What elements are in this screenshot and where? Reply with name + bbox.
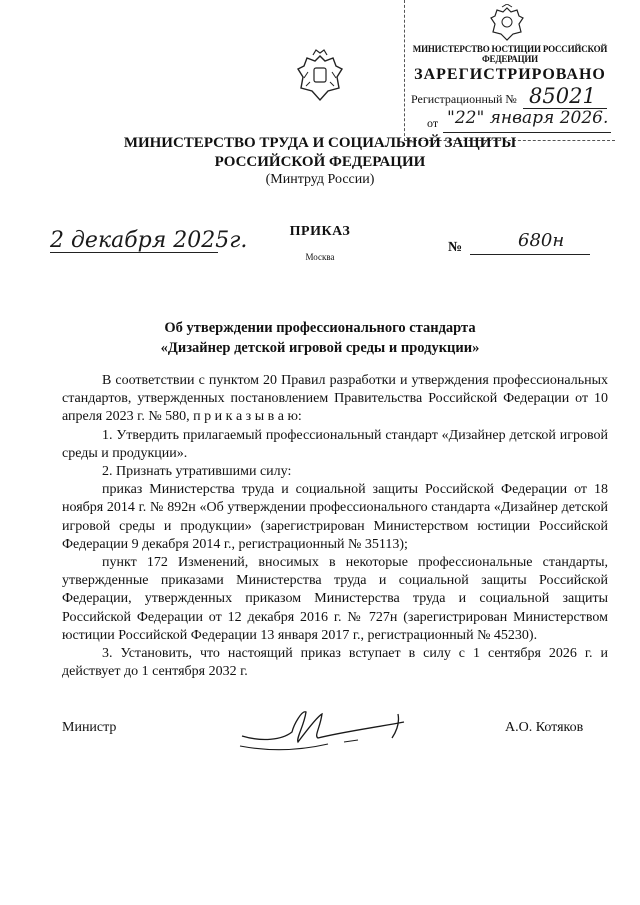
signatory-position: Министр: [62, 720, 117, 735]
handwritten-signature: [232, 702, 412, 758]
document-body: [62, 372, 608, 681]
ministry-title: [60, 134, 580, 172]
document-type: ПРИКАЗ: [289, 224, 351, 239]
stamp-registered-label: ЗАРЕГИСТРИРОВАНО: [414, 66, 606, 83]
ministry-title-line1: МИНИСТЕРСТВО ТРУДА И СОЦИАЛЬНОЙ ЗАЩИТЫ: [123, 135, 517, 151]
paragraph-item-2-a: приказ Министерства труда и социальной защиты Российской Федерации от 18 ноября 2014 г. № 892н «Об утверждении профессионального стандарта «Дизайнер детской игровой среды и продукции» (зарегистрирован Министерством юстиции Российской Федерации 9 декабря 2014 г., регистрационный № 35113);: [62, 482, 608, 552]
city: Москва: [305, 252, 335, 262]
stamp-date-underline: [443, 132, 611, 133]
stamp-regnum-label: Регистрационный №: [411, 92, 517, 106]
stamp-ministry-name: МИНИСТЕРСТВО ЮСТИЦИИ РОССИЙСКОЙ ФЕДЕРАЦИИ: [412, 44, 608, 64]
paragraph-preamble: В соответствии с пунктом 20 Правил разработки и утверждения профессиональных стандартов, утвержденных постановлением Правительства Российской Федерации от 10 апреля 2023 г. № 580, п р и к а з ы в а ю:: [62, 373, 608, 425]
number-underline: [470, 254, 590, 255]
ministry-title-line2: РОССИЙСКОЙ ФЕДЕРАЦИИ: [214, 154, 426, 170]
paragraph-item-1: 1. Утвердить прилагаемый профессиональный стандарт «Дизайнер детской игровой среды и продукции».: [62, 427, 608, 461]
document-heading-line1: Об утверждении профессионального стандарта: [164, 320, 476, 336]
stamp-regnum-value: 85021: [529, 84, 596, 108]
coat-of-arms-icon: [489, 4, 525, 42]
stamp-date-value: "22" января 2026.: [447, 108, 609, 128]
signatory-name: А.О. Котяков: [505, 720, 584, 735]
registration-stamp: [404, 0, 615, 141]
date-underline: [50, 252, 218, 253]
ministry-short-name: (Минтруд России): [265, 172, 375, 187]
coat-of-arms-icon: [296, 48, 344, 102]
stamp-date-label: от: [427, 116, 439, 130]
order-number: 680н: [518, 230, 565, 251]
number-label: №: [448, 240, 463, 255]
paragraph-item-3: 3. Установить, что настоящий приказ вступает в силу с 1 сентября 2026 г. и действует до 1 сентября 2032 г.: [62, 646, 608, 680]
document-heading-line2: «Дизайнер детской игровой среды и продукции»: [160, 340, 480, 356]
document-heading: [60, 318, 580, 358]
paragraph-item-2: 2. Признать утратившими силу:: [102, 464, 292, 480]
handwritten-date: 2 декабря 2025г.: [50, 228, 248, 253]
paragraph-item-2-b: пункт 172 Изменений, вносимых в некоторые профессиональные стандарты, утвержденные приказами Министерства труда и социальной защиты Российской Федерации, утвержденных приказом Министерства труда и социальной защиты Российской Федерации от 12 декабря 2016 г. № 727н (зарегистрирован Министерством юстиции Российской Федерации 13 января 2017 г., регистрационный № 45230).: [62, 555, 608, 643]
